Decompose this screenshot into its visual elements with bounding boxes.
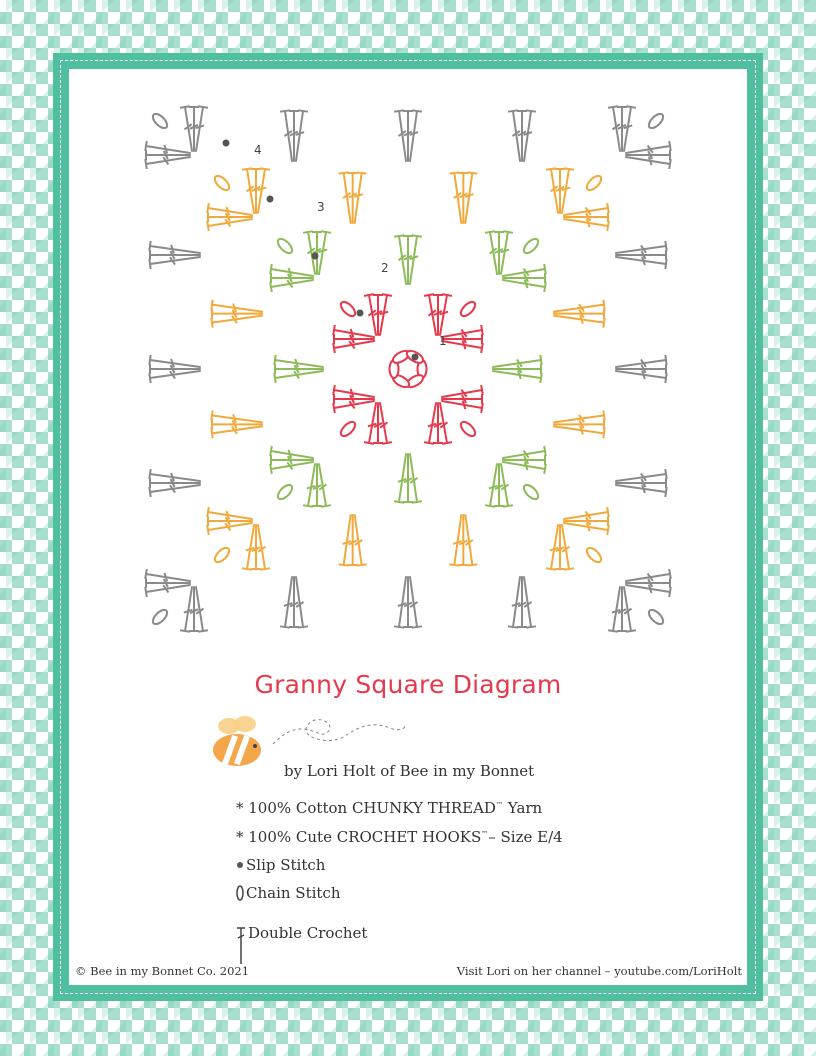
chain-stitch: [584, 545, 603, 564]
round-label-4: 4: [254, 143, 262, 157]
double-crochet-stitch: [369, 403, 376, 443]
legend-slip-label: Slip Stitch: [246, 856, 326, 874]
chain-stitch: [646, 111, 665, 130]
double-crochet-stitch: [442, 341, 482, 348]
double-crochet-top: [357, 564, 367, 565]
double-crochet-stitch: [624, 107, 631, 151]
double-crochet-top: [207, 203, 209, 213]
double-crochet-top: [544, 446, 546, 456]
double-crochet-top: [382, 294, 392, 296]
double-crochet-top: [544, 282, 546, 292]
double-crochet-top: [546, 568, 556, 570]
double-crochet-stitch: [564, 523, 608, 530]
double-crochet-top: [145, 569, 147, 579]
stitch-layer: [145, 106, 671, 632]
double-crochet-top: [303, 231, 313, 233]
double-crochet-top: [149, 355, 150, 365]
double-crochet-top: [145, 141, 147, 151]
double-crochet-top: [607, 203, 609, 213]
double-crochet-stitch: [212, 415, 262, 422]
trademark-mark: ™: [481, 830, 489, 838]
double-crochet-top: [412, 501, 422, 502]
double-crochet-top: [382, 442, 392, 444]
double-crochet-top: [274, 373, 275, 383]
double-crochet-stitch: [271, 451, 313, 458]
chain-stitch: [212, 173, 231, 192]
double-crochet-stitch: [503, 280, 545, 287]
double-crochet-top: [665, 355, 666, 365]
double-crochet-top: [544, 464, 546, 474]
double-crochet-stitch: [616, 257, 666, 264]
granny-square-diagram: [69, 69, 747, 669]
double-crochet-stitch: [355, 173, 362, 223]
double-crochet-top: [270, 264, 272, 274]
double-crochet-top: [607, 507, 609, 517]
double-crochet-top: [394, 501, 404, 502]
page-title: Granny Square Diagram: [254, 670, 562, 699]
double-crochet-stitch: [146, 146, 190, 153]
double-crochet-stitch: [562, 169, 569, 213]
double-crochet-top: [449, 172, 459, 173]
double-crochet-stitch: [551, 525, 558, 569]
double-crochet-stitch: [554, 316, 604, 323]
double-crochet-stitch: [399, 577, 406, 627]
bee-eye: [253, 744, 257, 748]
double-crochet-top: [270, 282, 272, 292]
double-crochet-top: [207, 525, 209, 535]
double-crochet-top: [149, 259, 150, 269]
legend-slip-stitch: [236, 856, 325, 874]
double-crochet-top: [526, 626, 536, 627]
double-crochet-top: [442, 294, 452, 296]
double-crochet-stitch: [271, 269, 313, 276]
chain-stitch: [584, 173, 603, 192]
chain-stitch: [646, 607, 665, 626]
double-crochet-stitch: [501, 232, 508, 274]
double-crochet-stitch: [285, 577, 292, 627]
chain-stitch: [521, 482, 540, 501]
double-crochet-stitch: [247, 525, 254, 569]
double-crochet-top: [321, 505, 331, 507]
double-crochet-top: [198, 106, 208, 108]
yarn-note-text: * 100% Cotton CHUNKY THREAD: [236, 799, 496, 817]
double-crochet-stitch: [626, 157, 670, 164]
double-crochet-top: [198, 630, 208, 632]
double-crochet-top: [467, 172, 477, 173]
double-crochet-stitch: [440, 295, 447, 335]
double-crochet-stitch: [334, 390, 374, 397]
double-crochet-top: [274, 355, 275, 365]
double-crochet-stitch: [275, 360, 323, 367]
channel-link[interactable]: Visit Lori on her channel – youtube.com/LoriHolt: [456, 964, 742, 978]
legend-chain-stitch: [236, 884, 341, 902]
double-crochet-top: [298, 626, 308, 627]
chain-stitch: [150, 607, 169, 626]
double-crochet-stitch: [410, 111, 417, 161]
double-crochet-stitch: [196, 107, 203, 151]
author-byline: by Lori Holt of Bee in my Bonnet: [284, 762, 535, 780]
double-crochet-top: [665, 259, 666, 269]
double-crochet-top: [544, 264, 546, 274]
double-crochet-stitch: [344, 515, 351, 565]
double-crochet-top: [270, 464, 272, 474]
double-crochet-stitch: [150, 360, 200, 367]
round-label-3: 3: [317, 200, 325, 214]
double-crochet-top: [207, 507, 209, 517]
double-crochet-top: [508, 626, 518, 627]
double-crochet-top: [424, 294, 434, 296]
double-crochet-top: [508, 110, 518, 111]
trademark-mark: ™: [495, 801, 503, 809]
double-crochet-stitch: [493, 371, 541, 378]
double-crochet-stitch: [465, 173, 472, 223]
slip-stitch: [412, 354, 419, 361]
double-crochet-top: [503, 231, 513, 233]
double-crochet-stitch: [616, 371, 666, 378]
double-crochet-top: [333, 403, 335, 413]
hook-note-suffix: – Size E/4: [488, 828, 563, 846]
double-crochet-stitch: [564, 219, 608, 226]
double-crochet-stitch: [334, 330, 374, 337]
round-label-1: 1: [439, 334, 447, 348]
chain-stitch: [458, 419, 477, 438]
double-crochet-top: [394, 626, 404, 627]
double-crochet-top: [303, 505, 313, 507]
double-crochet-top: [270, 446, 272, 456]
double-crochet-stitch: [442, 401, 482, 408]
double-crochet-top: [467, 564, 477, 565]
double-crochet-top: [280, 110, 290, 111]
double-crochet-top: [180, 106, 190, 108]
slip-stitch-dot-icon: [236, 858, 244, 872]
double-crochet-top: [503, 505, 513, 507]
bee-wing: [234, 716, 256, 732]
double-crochet-top: [149, 373, 150, 383]
double-crochet-top: [357, 172, 367, 173]
double-crochet-stitch: [613, 587, 620, 631]
hook-note: [236, 828, 563, 846]
double-crochet-top: [669, 587, 671, 597]
double-crochet-top: [449, 564, 459, 565]
double-crochet-top: [211, 410, 212, 420]
double-crochet-stitch: [616, 485, 666, 492]
round-label-2: 2: [381, 261, 389, 275]
double-crochet-top: [603, 300, 604, 310]
double-crochet-stitch: [554, 426, 604, 433]
double-crochet-top: [481, 385, 483, 395]
slip-stitch: [312, 253, 319, 260]
double-crochet-top: [665, 487, 666, 497]
double-crochet-top: [608, 630, 618, 632]
double-crochet-top: [145, 159, 147, 169]
double-crochet-top: [149, 241, 150, 251]
double-crochet-top: [242, 568, 252, 570]
double-crochet-stitch: [185, 587, 192, 631]
dashed-flight-path: [273, 720, 405, 744]
double-crochet-top: [149, 469, 150, 479]
double-crochet-top: [180, 630, 190, 632]
chain-stitch: [338, 299, 357, 318]
yarn-note: [236, 799, 542, 817]
double-crochet-stitch: [454, 515, 461, 565]
legend-chain-label: Chain Stitch: [246, 884, 341, 902]
double-crochet-top: [412, 626, 422, 627]
double-crochet-top: [669, 569, 671, 579]
double-crochet-top: [211, 318, 212, 328]
copyright-text: © Bee in my Bonnet Co. 2021: [75, 964, 250, 978]
double-crochet-top: [339, 564, 349, 565]
chain-stitch: [150, 111, 169, 130]
double-crochet-top: [526, 110, 536, 111]
slip-stitch: [357, 310, 364, 317]
double-crochet-stitch: [319, 232, 326, 274]
double-crochet-stitch: [410, 236, 417, 284]
double-crochet-top: [626, 106, 636, 108]
double-crochet-top: [364, 294, 374, 296]
chain-stitch: [275, 482, 294, 501]
double-crochet-top: [564, 168, 574, 170]
double-crochet-top: [540, 373, 541, 383]
double-crochet-top: [603, 410, 604, 420]
double-crochet-top: [333, 325, 335, 335]
double-crochet-top: [603, 428, 604, 438]
double-crochet-stitch: [503, 462, 545, 469]
double-crochet-top: [424, 442, 434, 444]
double-crochet-top: [207, 221, 209, 231]
double-crochet-top: [665, 373, 666, 383]
double-crochet-top: [669, 159, 671, 169]
double-crochet-stitch: [308, 464, 315, 506]
double-crochet-top: [481, 325, 483, 335]
double-crochet-top: [608, 106, 618, 108]
double-crochet-stitch: [208, 208, 252, 215]
double-crochet-top: [412, 110, 422, 111]
slip-stitch: [223, 140, 230, 147]
double-crochet-stitch: [212, 305, 262, 312]
double-crochet-top: [665, 469, 666, 479]
double-crochet-stitch: [296, 111, 303, 161]
double-crochet-top: [333, 385, 335, 395]
double-crochet-top: [665, 241, 666, 251]
double-crochet-stitch: [626, 585, 670, 592]
double-crochet-stitch: [380, 295, 387, 335]
double-crochet-top: [626, 630, 636, 632]
double-crochet-top: [485, 505, 495, 507]
double-crochet-stitch: [150, 246, 200, 253]
double-crochet-stitch: [146, 574, 190, 581]
double-crochet-top: [442, 442, 452, 444]
double-crochet-top: [669, 141, 671, 151]
chain-stitch: [521, 236, 540, 255]
double-crochet-top: [412, 235, 422, 236]
hook-note-text: * 100% Cute CROCHET HOOKS: [236, 828, 482, 846]
double-crochet-top: [145, 587, 147, 597]
double-crochet-top: [260, 568, 270, 570]
yarn-note-suffix: Yarn: [502, 799, 543, 817]
chain-stitch: [458, 299, 477, 318]
double-crochet-top: [394, 110, 404, 111]
double-crochet-stitch: [490, 464, 497, 506]
double-crochet-top: [280, 626, 290, 627]
double-crochet-icon: [236, 926, 246, 966]
double-crochet-top: [242, 168, 252, 170]
chain-stitch: [338, 419, 357, 438]
double-crochet-top: [607, 221, 609, 231]
double-crochet-stitch: [150, 474, 200, 481]
double-crochet-top: [364, 442, 374, 444]
double-crochet-stitch: [524, 111, 531, 161]
double-crochet-top: [333, 343, 335, 353]
chain-stitch: [212, 545, 231, 564]
double-crochet-top: [485, 231, 495, 233]
double-crochet-top: [564, 568, 574, 570]
chain-stitch-oval-icon: [236, 884, 244, 902]
double-crochet-top: [339, 172, 349, 173]
double-crochet-top: [149, 487, 150, 497]
double-crochet-top: [481, 343, 483, 353]
double-crochet-stitch: [258, 169, 265, 213]
slip-stitch: [267, 196, 274, 203]
double-crochet-top: [211, 300, 212, 310]
double-crochet-top: [298, 110, 308, 111]
double-crochet-top: [607, 525, 609, 535]
legend-double-label: Double Crochet: [248, 924, 368, 942]
double-crochet-top: [394, 235, 404, 236]
double-crochet-stitch: [429, 403, 436, 443]
double-crochet-top: [540, 355, 541, 365]
legend-double-crochet: [236, 912, 367, 966]
double-crochet-stitch: [513, 577, 520, 627]
chain-stitch: [275, 236, 294, 255]
double-crochet-top: [321, 231, 331, 233]
double-crochet-top: [481, 403, 483, 413]
double-crochet-stitch: [399, 454, 406, 502]
double-crochet-top: [603, 318, 604, 328]
double-crochet-top: [546, 168, 556, 170]
double-crochet-top: [211, 428, 212, 438]
double-crochet-top: [260, 168, 270, 170]
double-crochet-stitch: [208, 512, 252, 519]
